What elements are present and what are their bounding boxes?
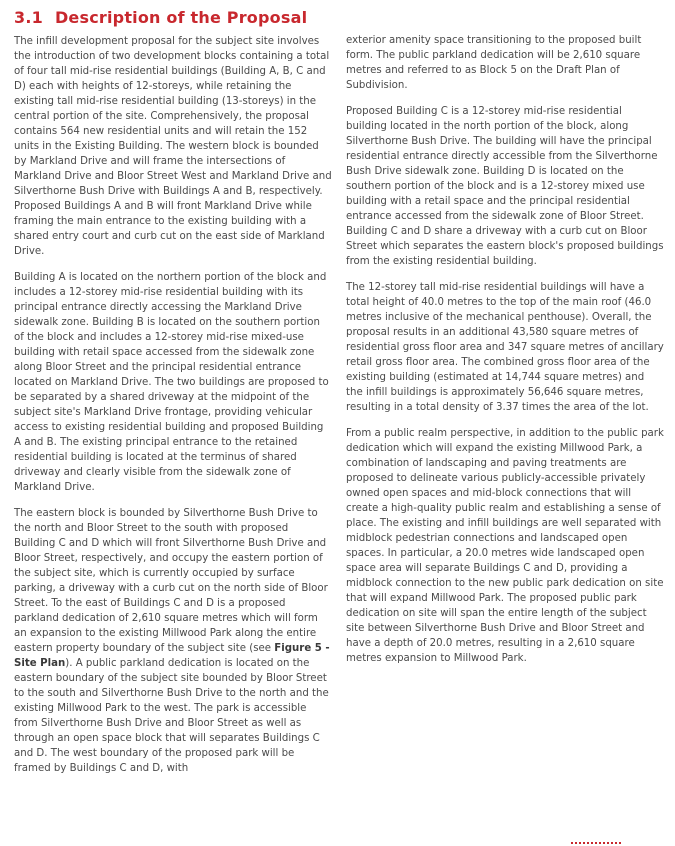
right-column bbox=[346, 33, 664, 677]
paragraph-building-c-d: Proposed Building C is a 12-storey mid-rise residential building located in the north portion of the block, along Silverthorne Bush Drive. The building will have the principal residential entrance directly accessible from the Silverthorne Bush Drive sidewalk zone. Building D is located on the southern portion of the block and is a 12-storey mixed use building with a retail space and the principal residential entrance accessed from the sidewalk zone of Bloor Street. Building C and D share a driveway with a curb cut on Bloor Street which separates the eastern block's proposed buildings from the existing residential building. bbox=[346, 106, 664, 267]
paragraph-amenity: exterior amenity space transitioning to the proposed built form. The public parkland dedication will be 2,610 square metres and referred to as Block 5 on the Draft Plan of Subdivision. bbox=[346, 35, 642, 91]
figure-reference: Figure 5 - Site Plan bbox=[14, 643, 330, 669]
paragraph-height-density: The 12-storey tall mid-rise residential buildings will have a total height of 40.0 metres to the top of the main roof (46.0 metres inclusive of the mechanical penthouse). Overall, the proposal results in an additional 43,580 square metres of residential gross floor area and 347 square metres of ancillary retail gross floor area. The combined gross floor area of the existing building (estimated at 14,744 square metres) and the infill buildings is approximately 56,646 square metres, resulting in a total density of 3.37 times the area of the lot. bbox=[346, 282, 664, 413]
paragraph-text: The eastern block is bounded by Silverthorne Bush Drive to the north and Bloor Street to the south with proposed Building C and D which will front Silverthorne Bush Drive and Bloor Street, respectively, and occupy the eastern portion of the subject site, which is currently occupied by surface parking, a driveway with a curb cut on the north side of Bloor Street. To the east of Buildings C and D is a proposed parkland dedication of 2,610 square metres which will form an expansion to the existing Millwood Park along the entire eastern property boundary of the subject site (see bbox=[14, 508, 328, 654]
footer-decoration bbox=[571, 842, 621, 846]
section-heading bbox=[14, 8, 307, 27]
paragraph-building-a-b: Building A is located on the northern portion of the block and includes a 12-storey mid-rise residential building with its principal entrance directly accessing the Markland Drive sidewalk zone. Building B is located on the southern portion of the block and includes a 12-storey mid-rise mixed-use building with retail space accessed from the sidewalk zone along Bloor Street and the principal residential entrance located on Markland Drive. The two buildings are proposed to be separated by a shared driveway at the midpoint of the subject site's Markland Drive frontage, providing vehicular access to existing residential building and proposed Building A and B. The existing principal entrance to the retained residential building is located at the terminus of shared driveway and clearly visible from the sidewalk zone of Markland Drive. bbox=[14, 272, 329, 493]
paragraph-public-realm: From a public realm perspective, in addition to the public park dedication which will expand the existing Millwood Park, a combination of landscaping and paving treatments are proposed to delineate various publicly-accessible privately owned open spaces and mid-block connections that will create a high-quality public realm and establishing a sense of place. The existing and infill buildings are well separated with midblock pedestrian connections and landscaped open spaces. In particular, a 20.0 metres wide landscaped open space area will separate Buildings C and D, providing a midblock connection to the new public park dedication on site that will expand Millwood Park. The proposed public park dedication on site will span the entire length of the subject site between Silverthorne Bush Drive and Bloor Street and have a depth of 20.0 metres, resulting in a 2,610 square metres expansion to Millwood Park. bbox=[346, 428, 664, 664]
left-column bbox=[14, 34, 332, 787]
paragraph-eastern-block bbox=[14, 506, 332, 776]
paragraph-text: ). A public parkland dedication is located on the eastern boundary of the subject site bounded by Bloor Street to the south and Silverthorne Bush Drive to the north and the existing Millwood Park to the west. The park is accessible from Silverthorne Bush Drive and Bloor Street as well as through an open space block that will separates Buildings C and D. The west boundary of the proposed park will be framed by Buildings C and D, with bbox=[14, 658, 329, 774]
section-number: 3.1 bbox=[14, 8, 43, 27]
paragraph-overview: The infill development proposal for the subject site involves the introduction of two development blocks containing a total of four tall mid-rise residential buildings (Building A, B, C and D) each with heights of 12-storeys, while retaining the existing tall mid-rise residential building (13-storeys) in the central portion of the site. Comprehensively, the proposal contains 564 new residential units and will retain the 152 units in the Existing Building. The western block is bounded by Markland Drive and will frame the intersections of Markland Drive and Bloor Street West and Markland Drive and Silverthorne Bush Drive with Buildings A and B, respectively. Proposed Buildings A and B will front Markland Drive while framing the main entrance to the existing building with a shared entry court and curb cut on the east side of Markland Drive. bbox=[14, 36, 332, 257]
section-title: Description of the Proposal bbox=[54, 8, 308, 27]
